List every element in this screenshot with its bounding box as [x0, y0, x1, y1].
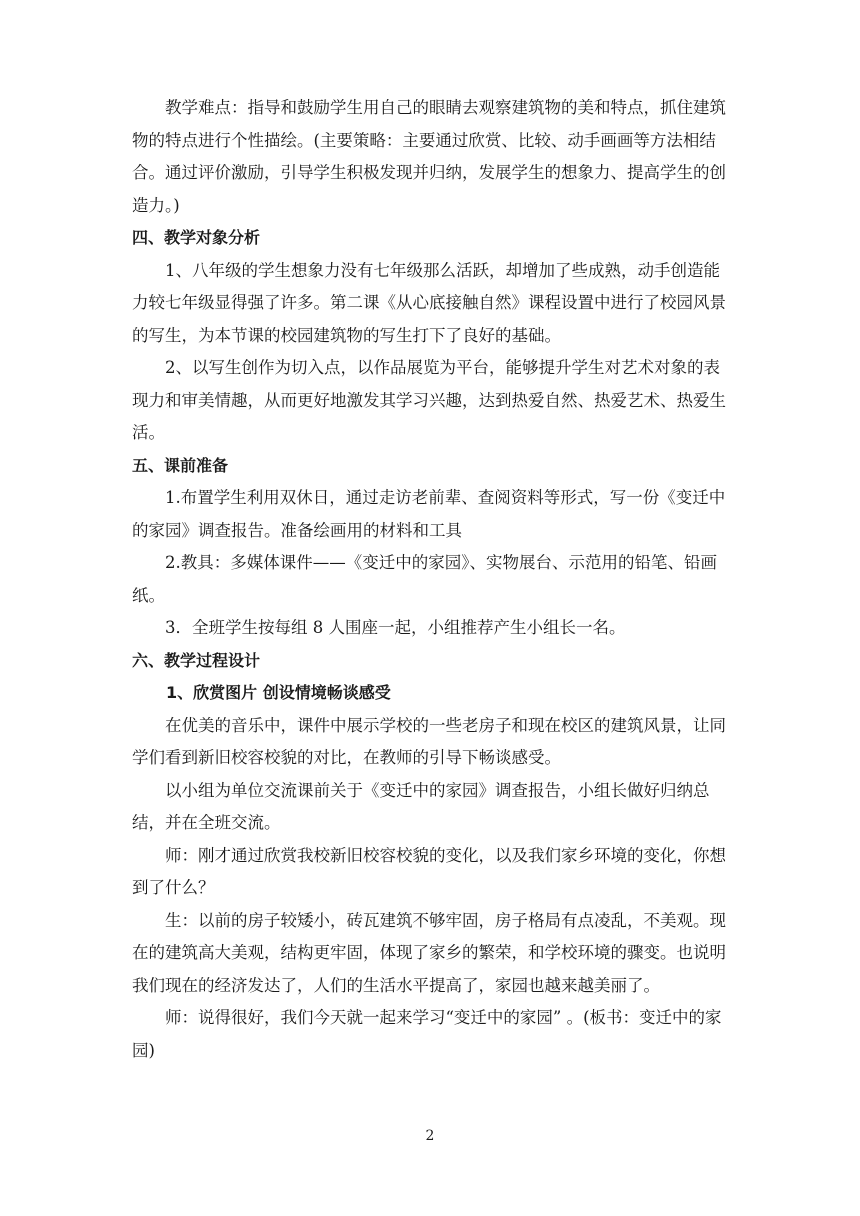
- paragraph-teacher-question: 师：刚才通过欣赏我校新旧校容校貌的变化，以及我们家乡环境的变化，你想到了什么？: [132, 845, 726, 897]
- paragraph-student-answer: 生：以前的房子较矮小，砖瓦建筑不够牢固，房子格局有点凌乱，不美观。现在的建筑高大美观，结构更牢固，体现了家乡的繁荣，和学校环境的骤变。也说明我们现在的经济发达了，人们的生活水平提高了，家园也越来越美丽了。: [132, 910, 726, 995]
- page-number: 2: [425, 1128, 435, 1144]
- heading-target-analysis: 四、教学对象分析: [132, 228, 261, 247]
- paragraph-process-2: 以小组为单位交流课前关于《变迁中的家园》调查报告，小组长做好归纳总结，并在全班交流。: [132, 780, 710, 832]
- paragraph-prep-1: 1.布置学生利用双休日，通过走访老前辈、查阅资料等形式，写一份《变迁中的家园》调查报告。准备绘画用的材料和工具: [132, 488, 726, 540]
- subheading-appreciate-pictures: 1、欣赏图片 创设情境畅谈感受: [166, 683, 391, 702]
- paragraph-process-1: 在优美的音乐中，课件中展示学校的一些老房子和现在校区的建筑风景，让同学们看到新旧校容校貌的对比，在教师的引导下畅谈感受。: [132, 715, 726, 767]
- paragraph-teacher-summary: 师：说得很好，我们今天就一起来学习“变迁中的家园” 。(板书：变迁中的家园): [132, 1008, 722, 1060]
- paragraph-prep-3: 3．全班学生按每组 8 人围座一起，小组推荐产生小组长一名。: [165, 618, 626, 637]
- document-body: [132, 92, 732, 1067]
- heading-preparation: 五、课前准备: [132, 455, 229, 475]
- paragraph-teaching-difficulty: 教学难点：指导和鼓励学生用自己的眼睛去观察建筑物的美和特点，抓住建筑物的特点进行个性描绘。(主要策略：主要通过欣赏、比较、动手画画等方法相结合。通过评价激励，引导学生积极发现并归纳，发展学生的想象力、提高学生的创造力。): [132, 98, 726, 215]
- paragraph-analysis-2: 2、以写生创作为切入点，以作品展览为平台，能够提升学生对艺术对象的表现力和审美情趣，从而更好地激发其学习兴趣，达到热爱自然、热爱艺术、热爱生活。: [132, 358, 726, 442]
- paragraph-analysis-1: 1、八年级的学生想象力没有七年级那么活跃，却增加了些成熟，动手创造能力较七年级显得强了许多。第二课《从心底接触自然》课程设置中进行了校园风景的写生，为本节课的校园建筑物的写生打下了良好的基础。: [132, 260, 726, 345]
- paragraph-prep-2: 2.教具：多媒体课件——《变迁中的家园》、实物展台、示范用的铅笔、铅画纸。: [132, 553, 717, 605]
- heading-process-design: 六、教学过程设计: [132, 650, 261, 670]
